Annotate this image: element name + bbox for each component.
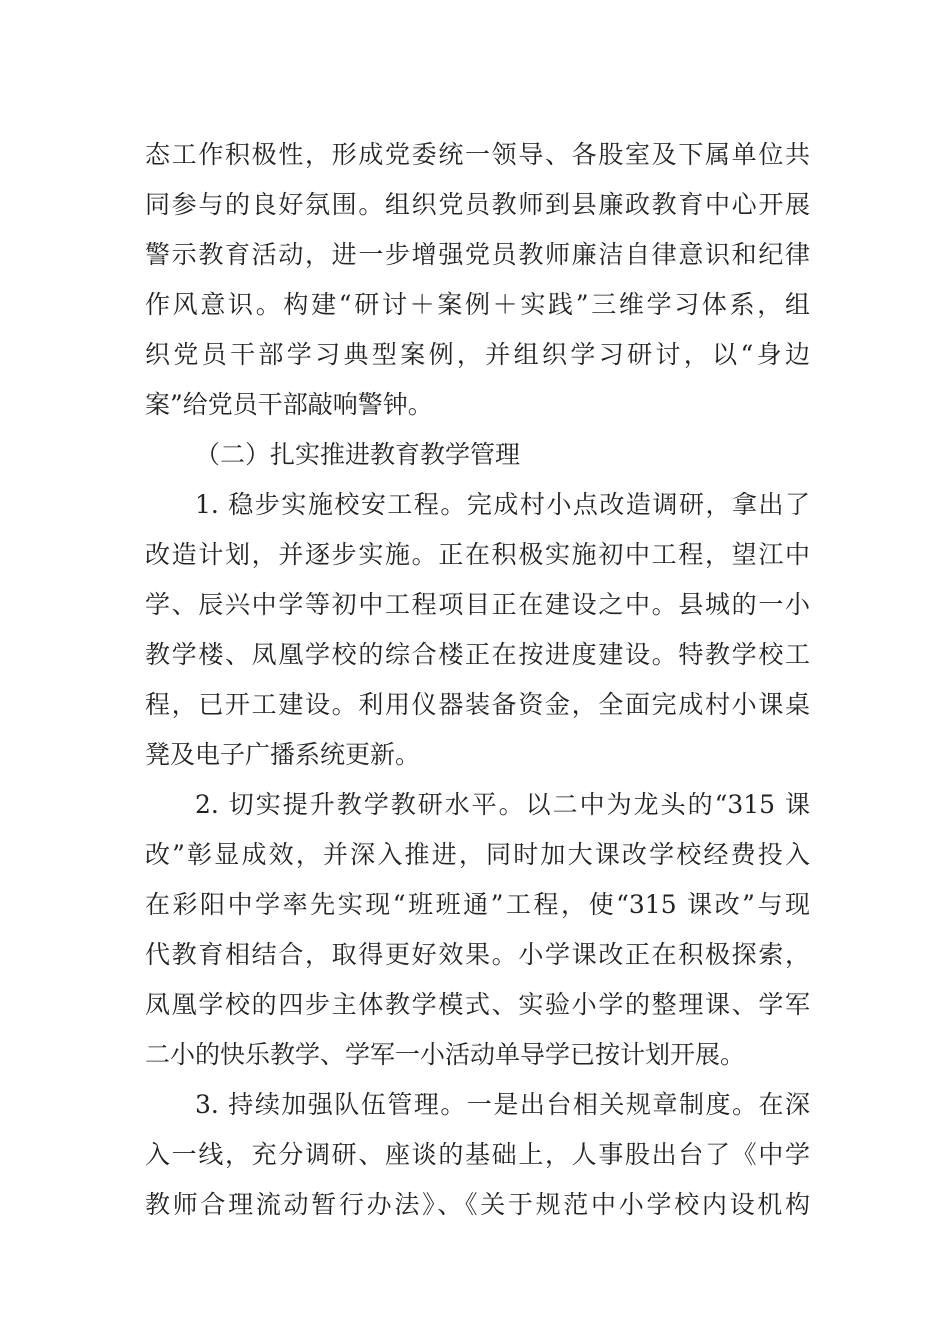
paragraph-line: 态工作积极性，形成党委统一领导、各股室及下属单位共 [145, 140, 810, 169]
paragraph-line: 凳及电子广播系统更新。 [145, 740, 421, 769]
paragraph-line: 1. 稳步实施校安工程。完成村小点改造调研，拿出了 [195, 490, 810, 519]
paragraph-line: 二小的快乐教学、学军一小活动单导学已按计划开展。 [145, 1040, 746, 1069]
paragraph-line: 代教育相结合，取得更好效果。小学课改正在积极探索， [145, 940, 810, 969]
paragraph-line: 入一线，充分调研、座谈的基础上，人事股出台了《中学 [145, 1140, 810, 1169]
paragraph-line: 学、辰兴中学等初中工程项目正在建设之中。县城的一小 [145, 590, 810, 619]
paragraph-line: 警示教育活动，进一步增强党员教师廉洁自律意识和纪律 [145, 240, 810, 269]
paragraph-line: 3. 持续加强队伍管理。一是出台相关规章制度。在深 [195, 1090, 810, 1119]
paragraph-line: 改造计划，并逐步实施。正在积极实施初中工程，望江中 [145, 540, 810, 569]
paragraph-line: 织党员干部学习典型案例，并组织学习研讨，以“身边 [145, 340, 810, 369]
paragraph-line: 作风意识。构建“研讨＋案例＋实践”三维学习体系，组 [145, 290, 810, 319]
paragraph-line: 同参与的良好氛围。组织党员教师到县廉政教育中心开展 [145, 190, 810, 219]
paragraph-line: 凤凰学校的四步主体教学模式、实验小学的整理课、学军 [145, 990, 810, 1019]
paragraph-line: 改”彰显成效，并深入推进，同时加大课改学校经费投入 [145, 840, 810, 869]
paragraph-line: 案”给党员干部敲响警钟。 [145, 390, 433, 419]
paragraph-line: 2. 切实提升教学教研水平。以二中为龙头的“315 课 [195, 790, 810, 819]
paragraph-line: 程，已开工建设。利用仪器装备资金，全面完成村小课桌 [145, 690, 810, 719]
document-body [145, 130, 810, 1230]
paragraph-line: 教学楼、凤凰学校的综合楼正在按进度建设。特教学校工 [145, 640, 810, 669]
paragraph-line: 在彩阳中学率先实现“班班通”工程，使“315 课改”与现 [145, 890, 810, 919]
section-heading: （二）扎实推进教育教学管理 [195, 440, 521, 469]
paragraph-line: 教师合理流动暂行办法》、《关于规范中小学校内设机构 [145, 1190, 810, 1219]
